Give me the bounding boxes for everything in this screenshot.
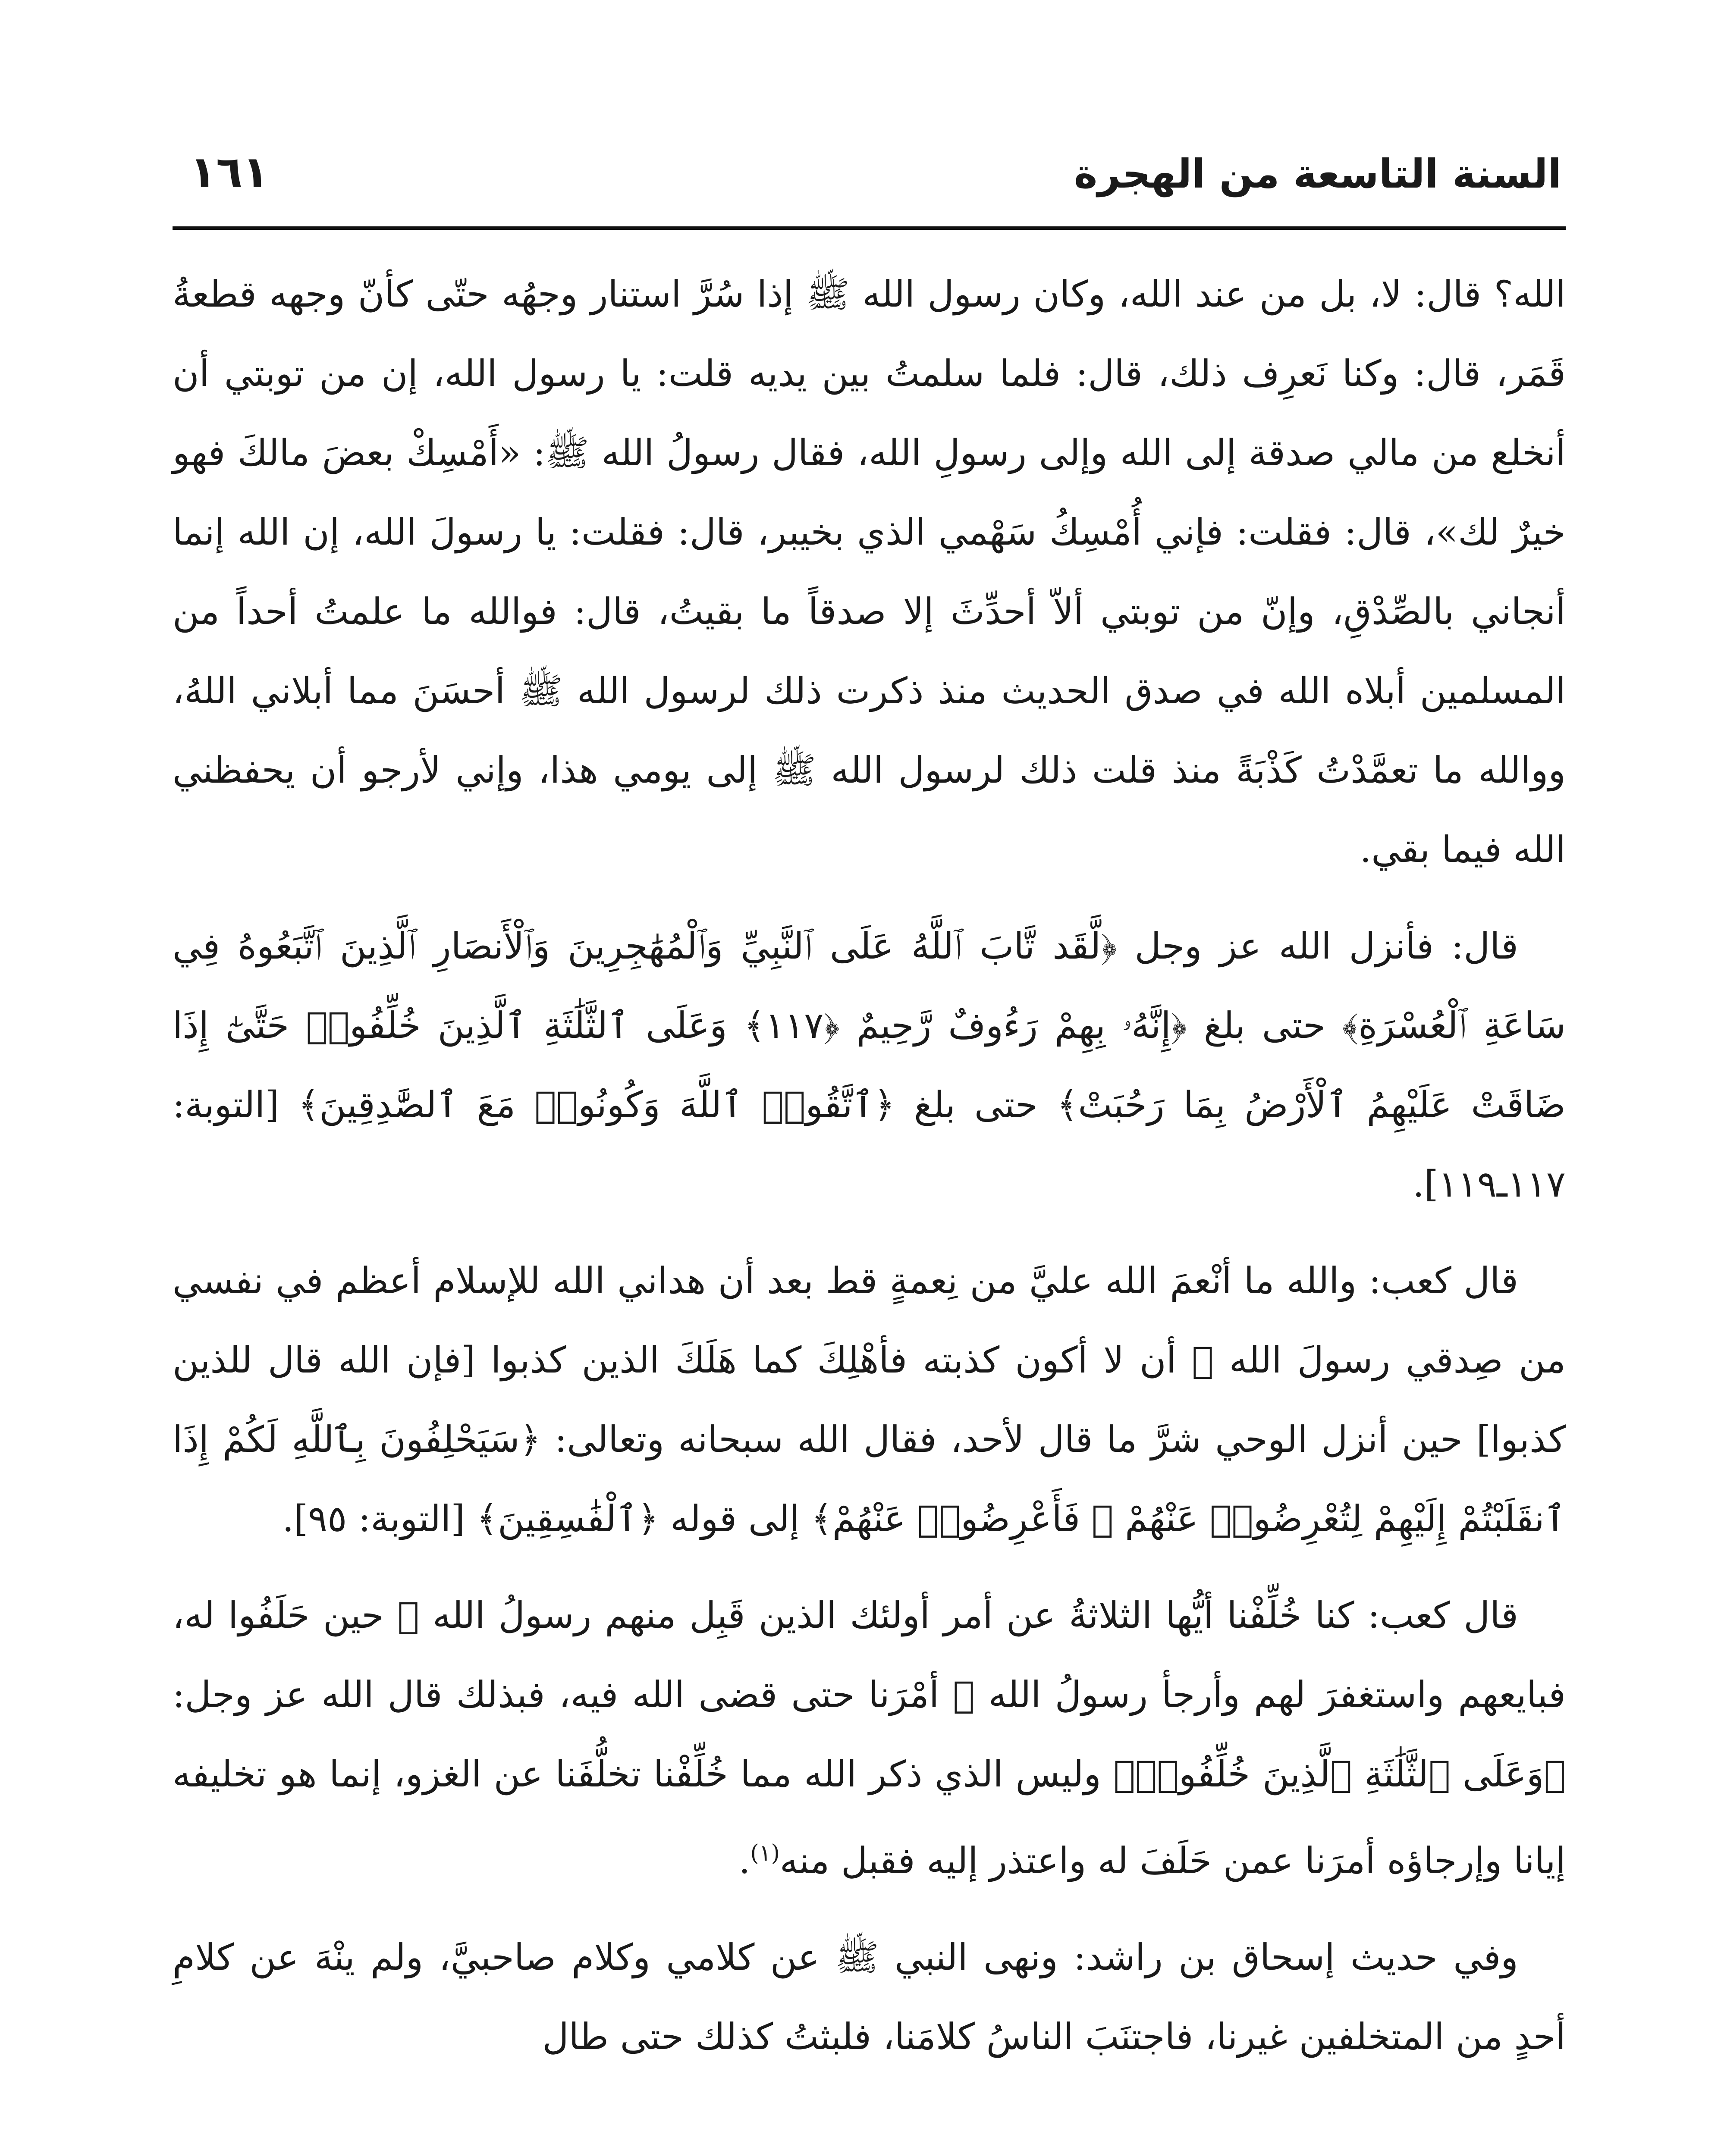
footnote-reference: (١)	[750, 1840, 780, 1866]
running-title: السنة التاسعة من الهجرة	[1074, 151, 1561, 197]
paragraph-1: الله؟ قال: لا، بل من عند الله، وكان رسول الله ﷺ إذا سُرَّ استنار وجهُه حتّى كأنّ وجهه قطعةُ قَمَر، قال: وكنا نَعرِف ذلك، قال: فلما سلمتُ بين يديه قلت: يا رسول الله، إن من توبتي أن أنخلع من مالي صدقة إلى الله وإلى رسولِ الله، فقال رسولُ الله ﷺ: «أَمْسِكْ بعضَ مالكَ فهو خيرٌ لك»، قال: فقلت: فإني أُمْسِكُ سَهْمي الذي بخيبر، قال: فقلت: يا رسولَ الله، إن الله إنما أنجاني بالصِّدْقِ، وإنّ من توبتي ألاّ أحدِّثَ إلا صدقاً ما بقيتُ، قال: فوالله ما علمتُ أحداً من المسلمين أبلاه الله في صدق الحديث منذ ذكرت ذلك لرسول الله ﷺ أحسَنَ مما أبلاني اللهُ، ووالله ما تعمَّدْتُ كَذْبَةً منذ قلت ذلك لرسول الله ﷺ إلى يومي هذا، وإني لأرجو أن يحفظني الله فيما بقي.	[173, 273, 1566, 871]
paragraph-5: وفي حديث إسحاق بن راشد: ونهى النبي ﷺ عن كلامي وكلام صاحبيَّ، ولم ينْهَ عن كلامِ أحدٍ من المتخلفين غيرنا، فاجتنَبَ الناسُ كلامَنا، فلبثتُ كذلك حتى طال	[173, 1936, 1566, 2058]
page-number: ١٦١	[190, 147, 269, 197]
paragraph-3: قال كعب: والله ما أنْعمَ الله عليَّ من نِعمةٍ قط بعد أن هداني الله للإسلام أعظم في نفسي من صِدقي رسولَ الله ﷺ أن لا أكون كذبته فأهْلِكَ كما هَلَكَ الذين كذبوا [فإن الله قال للذين كذبوا] حين أنزل الوحي شرَّ ما قال لأحد، فقال الله سبحانه وتعالى: ﴿سَيَحْلِفُونَ بِٱللَّهِ لَكُمْ إِذَا ٱنقَلَبْتُمْ إِلَيْهِمْ لِتُعْرِضُوا۟ عَنْهُمْ ۖ فَأَعْرِضُوا۟ عَنْهُمْ﴾ إلى قوله ﴿ٱلْفَٰسِقِينَ﴾ [التوبة: ٩٥].	[173, 1260, 1566, 1540]
paragraph-4	[173, 1576, 1566, 1900]
header-divider	[173, 226, 1566, 230]
paragraph-4-text: قال كعب: كنا خُلِّفْنا أيُّها الثلاثةُ عن أمر أولئك الذين قَبِل منهم رسولُ الله ﷺ حين حَلَفُوا له، فبايعهم واستغفرَ لهم وأرجأ رسولُ الله ﷺ أمْرَنا حتى قضى الله فيه، فبذلك قال الله عز وجل: ﴿وَعَلَى ٱلثَّلَٰثَةِ ٱلَّذِينَ خُلِّفُوا۟﴾ وليس الذي ذكر الله مما خُلِّفْنا تخلُّفَنا عن الغزو، إنما هو تخليفه إيانا وإرجاؤه أمرَنا عمن حَلَفَ له واعتذر إليه فقبل منه	[173, 1594, 1566, 1882]
page-header	[181, 142, 1561, 211]
main-text	[173, 254, 1566, 2093]
paragraph-4-end: .	[738, 1839, 751, 1882]
paragraph-2: قال: فأنزل الله عز وجل ﴿لَّقَد تَّابَ ٱللَّهُ عَلَى ٱلنَّبِيِّ وَٱلْمُهَٰجِرِينَ وَٱلْأَنصَارِ ٱلَّذِينَ ٱتَّبَعُوهُ فِي سَاعَةِ ٱلْعُسْرَةِ﴾ حتى بلغ ﴿إِنَّهُۥ بِهِمْ رَءُوفٌ رَّحِيمٌ ﴿١١٧﴾ وَعَلَى ٱلثَّلَٰثَةِ ٱلَّذِينَ خُلِّفُوا۟ حَتَّىٰٓ إِذَا ضَاقَتْ عَلَيْهِمُ ٱلْأَرْضُ بِمَا رَحُبَتْ﴾ حتى بلغ ﴿ٱتَّقُوا۟ ٱللَّهَ وَكُونُوا۟ مَعَ ٱلصَّٰدِقِينَ﴾ [التوبة: ١١٧ـ١١٩].	[173, 925, 1566, 1205]
